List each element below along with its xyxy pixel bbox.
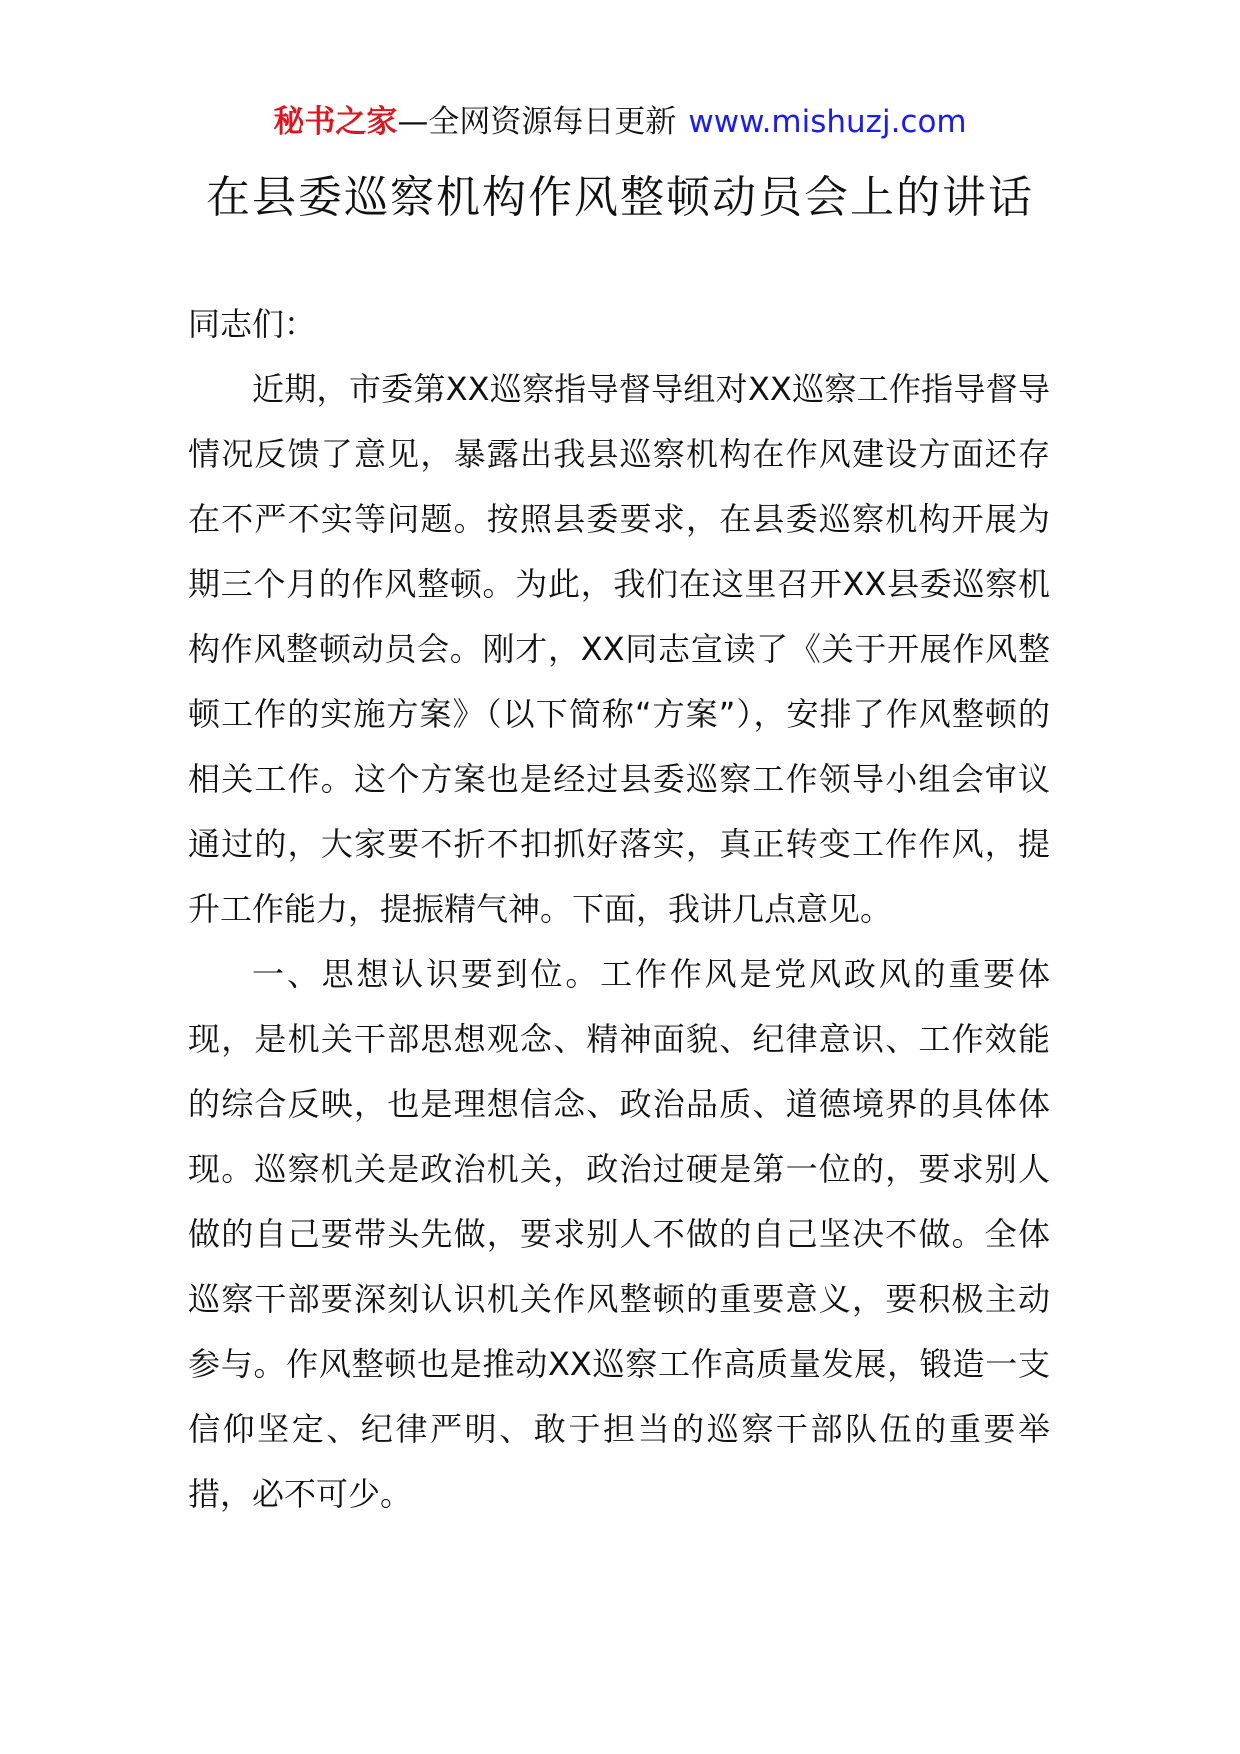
paragraph-2: 一、思想认识要到位。工作作风是党风政风的重要体现，是机关干部思想观念、精神面貌、纪律意识、工作效能的综合反映，也是理想信念、政治品质、道德境界的具体体现。巡察机关是政治机关，政治过硬是第一位的，要求别人做的自己要带头先做，要求别人不做的自己坚决不做。全体巡察干部要深刻认识机关作风整顿的重要意义，要积极主动参与。作风整顿也是推动XX巡察工作高质量发展，锻造一支信仰坚定、纪律严明、敢于担当的巡察干部队伍的重要举措，必不可少。 xyxy=(188,955,1050,1513)
banner-slogan: 全网资源每日更新 xyxy=(428,104,677,140)
banner-dash: — xyxy=(397,104,429,140)
site-url-link[interactable]: www.mishuzj.com xyxy=(688,104,967,140)
document-body xyxy=(188,292,1050,1527)
paragraph-1: 近期，市委第XX巡察指导督导组对XX巡察工作指导督导情况反馈了意见，暴露出我县巡察机构在作风建设方面还存在不严不实等问题。按照县委要求，在县委巡察机构开展为期三个月的作风整顿。为此，我们在这里召开XX县委巡察机构作风整顿动员会。刚才，XX同志宣读了《关于开展作风整顿工作的实施方案》（以下简称“方案”），安排了作风整顿的相关工作。这个方案也是经过县委巡察工作领导小组会审议通过的，大家要不折不扣抓好落实，真正转变工作作风，提升工作能力，提振精气神。下面，我讲几点意见。 xyxy=(188,370,1050,928)
document-title: 在县委巡察机构作风整顿动员会上的讲话 xyxy=(206,172,1034,223)
brand-name: 秘书之家 xyxy=(273,104,398,140)
site-banner xyxy=(0,100,1240,144)
salutation: 同志们： xyxy=(188,305,317,343)
